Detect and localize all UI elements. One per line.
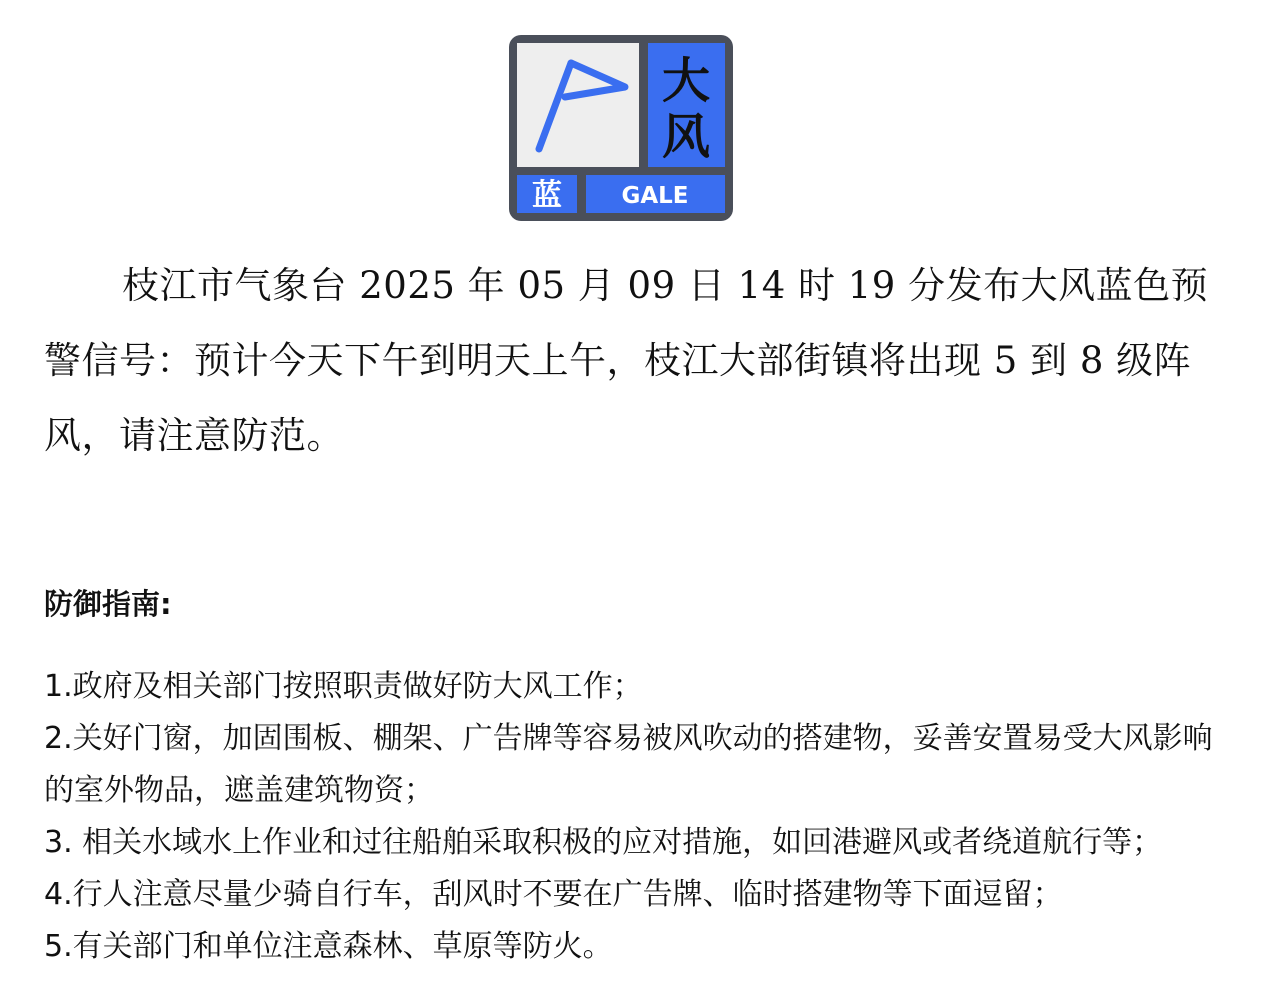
cropped-heading-fragment — [0, 0, 1287, 20]
icon-title-top: 大 — [661, 53, 711, 109]
guide-item: 2.关好门窗，加固围板、棚架、广告牌等容易被风吹动的搭建物，妥善安置易受大风影响的室外物品，遮盖建筑物资； — [44, 721, 1213, 808]
defense-guide-list — [44, 661, 1219, 973]
guide-item: 1.政府及相关部门按照职责做好防大风工作； — [44, 669, 643, 704]
guide-item: 3. 相关水域水上作业和过往船舶采取积极的应对措施，如回港避风或者绕道航行等； — [44, 825, 1163, 860]
icon-title-bottom: 风 — [661, 109, 711, 165]
gale-blue-warning-icon — [509, 35, 733, 221]
icon-flag-panel — [517, 43, 639, 167]
warning-notice-paragraph: 枝江市气象台 2025 年 05 月 09 日 14 时 19 分发布大风蓝色预警信号：预计今天下午到明天上午，枝江大部街镇将出现 5 到 8 级阵风，请注意防范。 — [44, 264, 1209, 457]
guide-item: 5.有关部门和单位注意森林、草原等防火。 — [44, 929, 613, 964]
guide-item: 4.行人注意尽量少骑自行车，刮风时不要在广告牌、临时搭建物等下面逗留； — [44, 877, 1063, 912]
icon-english-text: GALE — [621, 183, 689, 209]
defense-guide-title: 防御指南: — [44, 587, 172, 621]
icon-level-text: 蓝 — [532, 178, 562, 213]
